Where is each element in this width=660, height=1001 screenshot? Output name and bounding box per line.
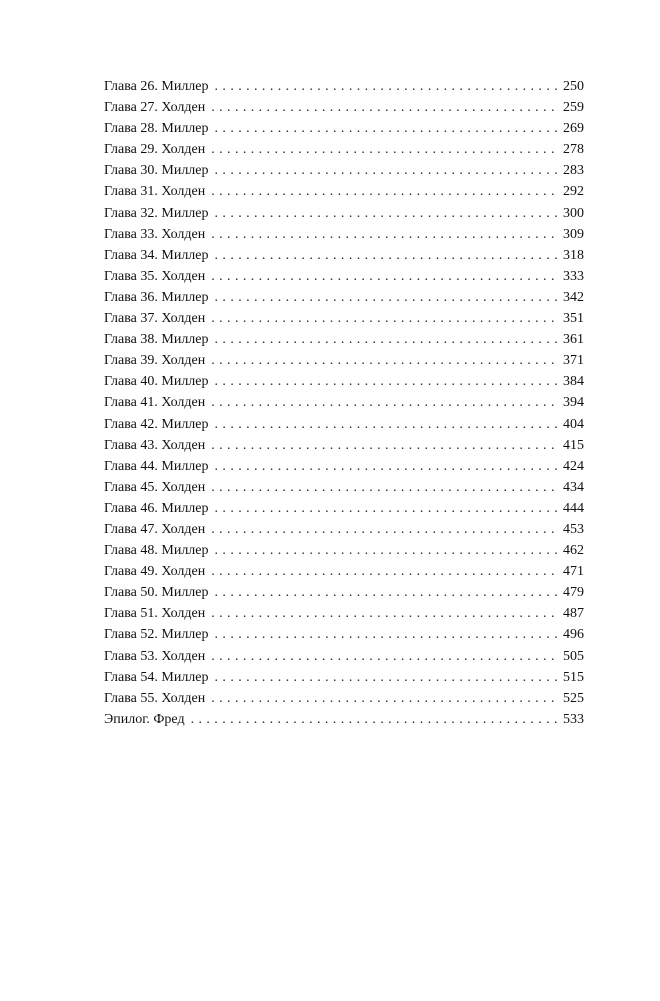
toc-entry	[104, 329, 584, 350]
toc-page-number: 283	[563, 163, 584, 179]
toc-dot-leader	[211, 646, 559, 667]
toc-entry	[104, 76, 584, 97]
toc-entry	[104, 477, 584, 498]
toc-entry-title: Глава 46. Миллер	[104, 500, 209, 516]
toc-entry-title: Глава 33. Холден	[104, 226, 206, 242]
toc-entry-title: Эпилог. Фред	[104, 711, 185, 727]
toc-entry-title: Глава 39. Холден	[104, 353, 206, 369]
toc-dot-leader	[215, 203, 559, 224]
toc-entry	[104, 624, 584, 645]
toc-entry	[104, 224, 584, 245]
toc-entry-title: Глава 51. Холден	[104, 606, 206, 622]
toc-dot-leader	[211, 519, 559, 540]
toc-page-number: 394	[563, 395, 584, 411]
table-of-contents	[104, 76, 584, 730]
toc-page-number: 453	[563, 521, 584, 537]
toc-dot-leader	[215, 371, 559, 392]
toc-dot-leader	[191, 709, 559, 730]
toc-entry-title: Глава 54. Миллер	[104, 669, 209, 685]
toc-entry-title: Глава 27. Холден	[104, 100, 206, 116]
toc-entry-title: Глава 30. Миллер	[104, 163, 209, 179]
toc-dot-leader	[211, 266, 559, 287]
toc-entry-title: Глава 34. Миллер	[104, 247, 209, 263]
toc-entry	[104, 582, 584, 603]
toc-entry-title: Глава 36. Миллер	[104, 289, 209, 305]
toc-dot-leader	[215, 582, 559, 603]
toc-dot-leader	[211, 97, 559, 118]
toc-entry-title: Глава 52. Миллер	[104, 627, 209, 643]
toc-entry-title: Глава 37. Холден	[104, 311, 206, 327]
toc-page-number: 300	[563, 205, 584, 221]
toc-entry	[104, 603, 584, 624]
toc-page-number: 278	[563, 142, 584, 158]
toc-entry	[104, 245, 584, 266]
toc-page-number: 318	[563, 247, 584, 263]
toc-entry	[104, 519, 584, 540]
toc-dot-leader	[211, 435, 559, 456]
toc-entry-title: Глава 40. Миллер	[104, 374, 209, 390]
toc-entry	[104, 266, 584, 287]
toc-page-number: 361	[563, 332, 584, 348]
toc-dot-leader	[211, 688, 559, 709]
toc-page-number: 424	[563, 458, 584, 474]
toc-entry	[104, 709, 584, 730]
toc-dot-leader	[215, 498, 559, 519]
toc-dot-leader	[211, 139, 559, 160]
toc-dot-leader	[211, 224, 559, 245]
toc-dot-leader	[215, 456, 559, 477]
toc-dot-leader	[211, 350, 559, 371]
toc-entry	[104, 456, 584, 477]
toc-entry	[104, 139, 584, 160]
toc-entry-title: Глава 50. Миллер	[104, 585, 209, 601]
toc-entry-title: Глава 32. Миллер	[104, 205, 209, 221]
toc-page-number: 533	[563, 711, 584, 727]
toc-entry	[104, 371, 584, 392]
toc-entry-title: Глава 49. Холден	[104, 564, 206, 580]
toc-page-number: 250	[563, 79, 584, 94]
toc-dot-leader	[215, 667, 559, 688]
toc-page-number: 505	[563, 648, 584, 664]
toc-entry-title: Глава 47. Холден	[104, 521, 206, 537]
toc-entry	[104, 118, 584, 139]
toc-entry-title: Глава 53. Холден	[104, 648, 206, 664]
toc-page-number: 471	[563, 564, 584, 580]
toc-page-number: 525	[563, 690, 584, 706]
toc-entry-title: Глава 28. Миллер	[104, 121, 209, 137]
toc-page-number: 351	[563, 311, 584, 327]
toc-entry-title: Глава 31. Холден	[104, 184, 206, 200]
toc-entry	[104, 287, 584, 308]
toc-entry	[104, 181, 584, 202]
toc-dot-leader	[215, 118, 559, 139]
toc-dot-leader	[211, 603, 559, 624]
toc-entry	[104, 561, 584, 582]
toc-page-number: 415	[563, 437, 584, 453]
toc-dot-leader	[215, 287, 559, 308]
toc-page-number: 371	[563, 353, 584, 369]
toc-entry-title: Глава 43. Холден	[104, 437, 206, 453]
toc-page-number: 515	[563, 669, 584, 685]
toc-dot-leader	[211, 561, 559, 582]
toc-entry-title: Глава 48. Миллер	[104, 543, 209, 559]
toc-page-number: 444	[563, 500, 584, 516]
toc-dot-leader	[211, 308, 559, 329]
toc-dot-leader	[211, 477, 559, 498]
toc-entry	[104, 350, 584, 371]
toc-page-number: 269	[563, 121, 584, 137]
toc-page-number: 259	[563, 100, 584, 116]
toc-page-number: 342	[563, 289, 584, 305]
toc-page-number: 404	[563, 416, 584, 432]
toc-page-number: 496	[563, 627, 584, 643]
toc-entry-title: Глава 44. Миллер	[104, 458, 209, 474]
toc-dot-leader	[215, 245, 559, 266]
toc-entry-title: Глава 29. Холден	[104, 142, 206, 158]
toc-dot-leader	[215, 624, 559, 645]
toc-entry	[104, 308, 584, 329]
toc-page-number: 384	[563, 374, 584, 390]
toc-dot-leader	[215, 76, 559, 97]
toc-entry	[104, 646, 584, 667]
toc-entry-title: Глава 45. Холден	[104, 479, 206, 495]
toc-page-number: 479	[563, 585, 584, 601]
toc-entry-title: Глава 55. Холден	[104, 690, 206, 706]
toc-entry	[104, 414, 584, 435]
toc-dot-leader	[215, 329, 559, 350]
toc-page-number: 487	[563, 606, 584, 622]
toc-entry-title: Глава 41. Холден	[104, 395, 206, 411]
toc-page-number: 434	[563, 479, 584, 495]
toc-page-number: 462	[563, 543, 584, 559]
toc-entry-title: Глава 42. Миллер	[104, 416, 209, 432]
toc-page-number: 309	[563, 226, 584, 242]
toc-page-number: 333	[563, 268, 584, 284]
toc-entry-title: Глава 26. Миллер	[104, 79, 209, 94]
toc-entry	[104, 203, 584, 224]
toc-page-number: 292	[563, 184, 584, 200]
toc-dot-leader	[211, 181, 559, 202]
toc-entry	[104, 667, 584, 688]
toc-entry	[104, 392, 584, 413]
toc-dot-leader	[215, 540, 559, 561]
toc-dot-leader	[215, 160, 559, 181]
toc-entry	[104, 498, 584, 519]
toc-entry	[104, 160, 584, 181]
toc-dot-leader	[215, 414, 559, 435]
toc-dot-leader	[211, 392, 559, 413]
toc-entry-title: Глава 38. Миллер	[104, 332, 209, 348]
toc-entry-title: Глава 35. Холден	[104, 268, 206, 284]
toc-entry	[104, 540, 584, 561]
toc-entry	[104, 688, 584, 709]
toc-entry	[104, 435, 584, 456]
toc-entry	[104, 97, 584, 118]
